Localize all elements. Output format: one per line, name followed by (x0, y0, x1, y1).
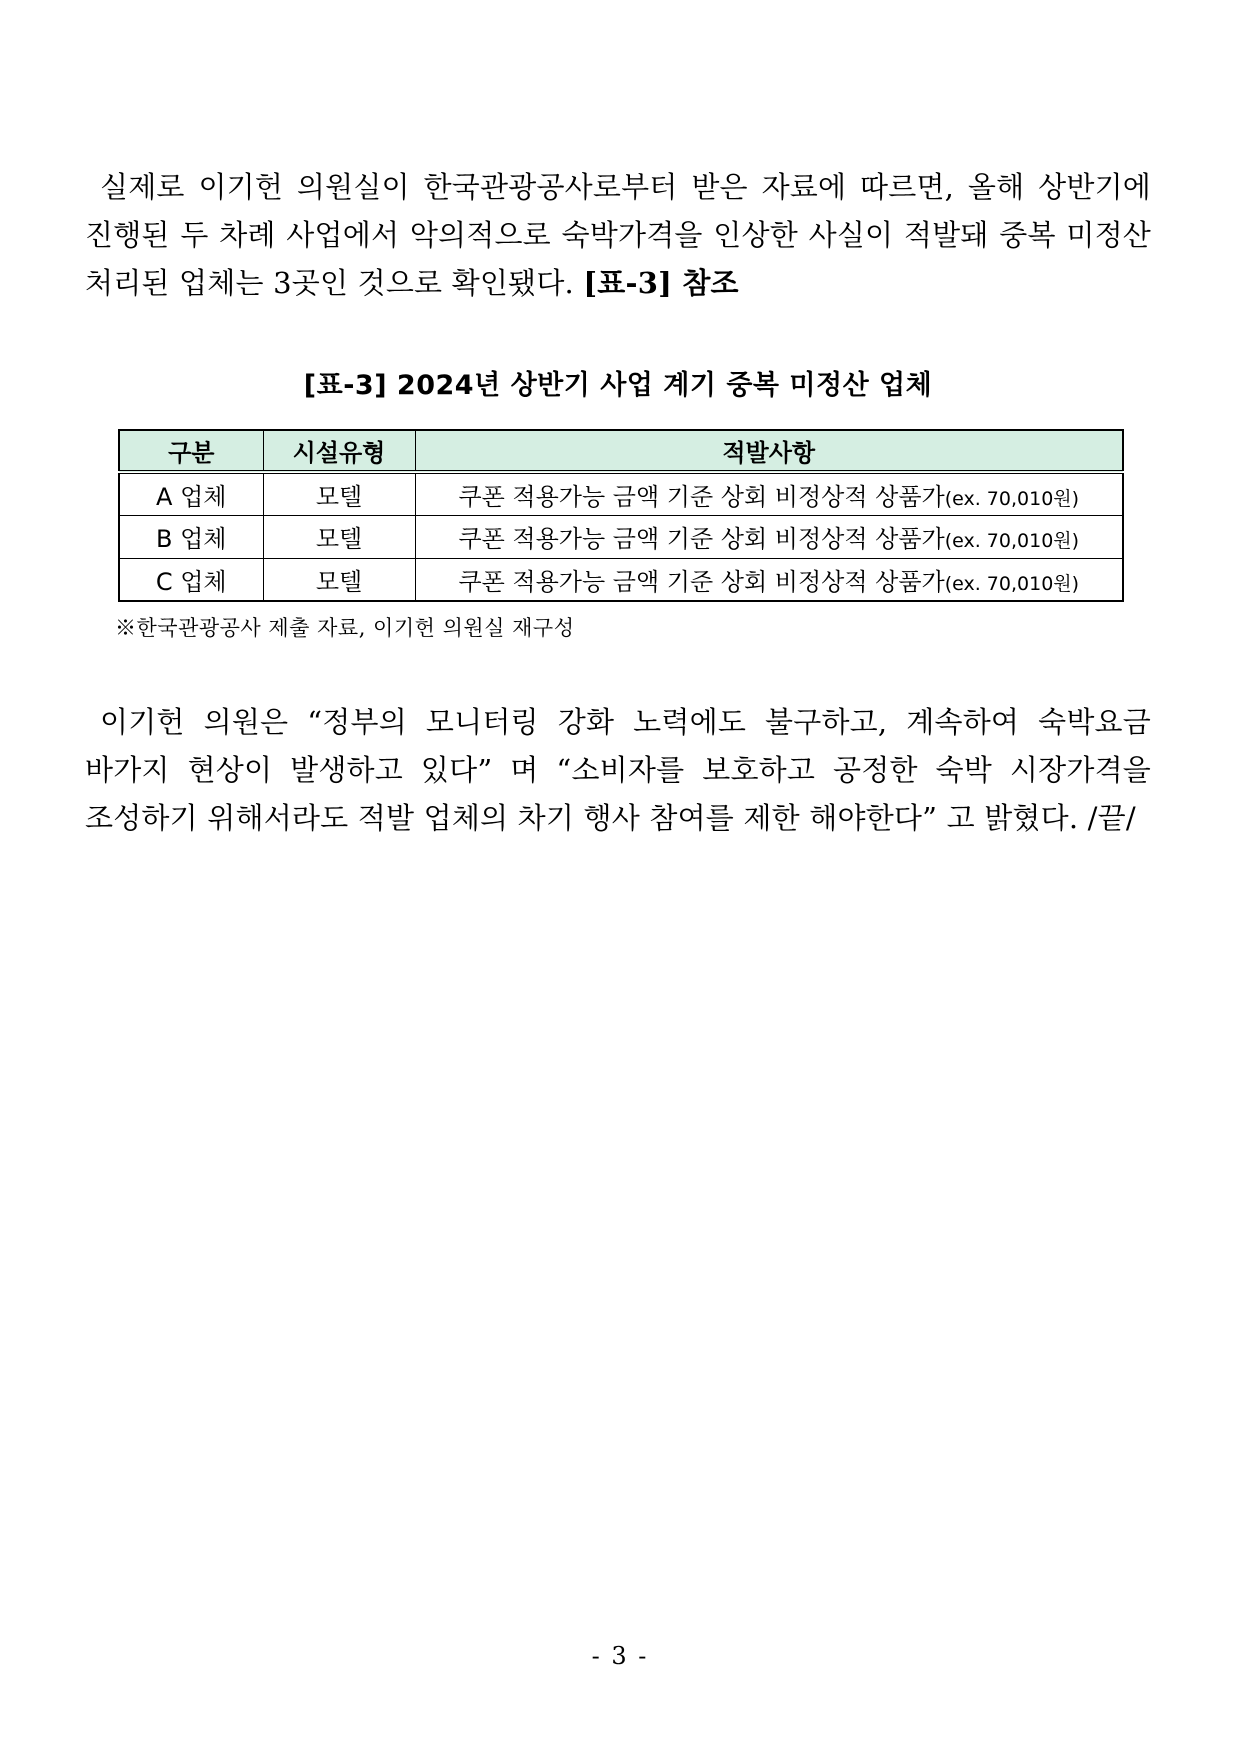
paragraph-1-text: 실제로 이기헌 의원실이 한국관광공사로부터 받은 자료에 따르면, 올해 상반기에 진행된 두 차례 사업에서 악의적으로 숙박가격을 인상한 사실이 적발돼 중복 미정산 처리된 업체는 3곳인 것으로 확인됐다. (85, 170, 1151, 300)
violation-example: (ex. 70,010원) (944, 530, 1080, 552)
cell-violation (415, 515, 1123, 558)
cell-category: A 업체 (119, 472, 263, 515)
table-row (119, 558, 1123, 601)
cell-category: B 업체 (119, 515, 263, 558)
table-reference-label: [표-3] 참조 (583, 266, 739, 300)
column-header-facility-type: 시설유형 (263, 430, 415, 472)
violation-text: 쿠폰 적용가능 금액 기준 상회 비정상적 상품가 (458, 482, 945, 511)
page-content (85, 163, 1151, 842)
cell-violation (415, 472, 1123, 515)
table-footnote: ※한국관광공사 제출 자료, 이기헌 의원실 재구성 (115, 616, 575, 640)
table-row (119, 515, 1123, 558)
column-header-category: 구분 (119, 430, 263, 472)
cell-violation (415, 558, 1123, 601)
cell-facility: 모텔 (263, 472, 415, 515)
violation-example: (ex. 70,010원) (944, 572, 1080, 595)
cell-facility: 모텔 (263, 558, 415, 601)
cell-facility: 모텔 (263, 515, 415, 558)
paragraph-1 (85, 163, 1151, 307)
table-title: [표-3] 2024년 상반기 사업 계기 중복 미정산 업체 (303, 370, 933, 401)
column-header-violation: 적발사항 (415, 430, 1123, 472)
paragraph-2: 이기헌 의원은 “정부의 모니터링 강화 노력에도 불구하고, 계속하여 숙박요금 바가지 현상이 발생하고 있다” 며 “소비자를 보호하고 공정한 숙박 시장가격을 조성하기 위해서라도 적발 업체의 차기 행사 참여를 제한 해야한다” 고 밝혔다. /끝/ (85, 705, 1151, 835)
violation-text: 쿠폰 적용가능 금액 기준 상회 비정상적 상품가 (458, 567, 945, 596)
page-number: - 3 - (591, 1642, 649, 1670)
violation-example: (ex. 70,010원) (944, 487, 1080, 510)
violation-text: 쿠폰 적용가능 금액 기준 상회 비정상적 상품가 (458, 525, 945, 553)
cell-category: C 업체 (119, 558, 263, 601)
table-container (118, 429, 1151, 602)
table-row (119, 472, 1123, 515)
table-header-row (119, 430, 1123, 472)
violations-table (118, 429, 1124, 602)
